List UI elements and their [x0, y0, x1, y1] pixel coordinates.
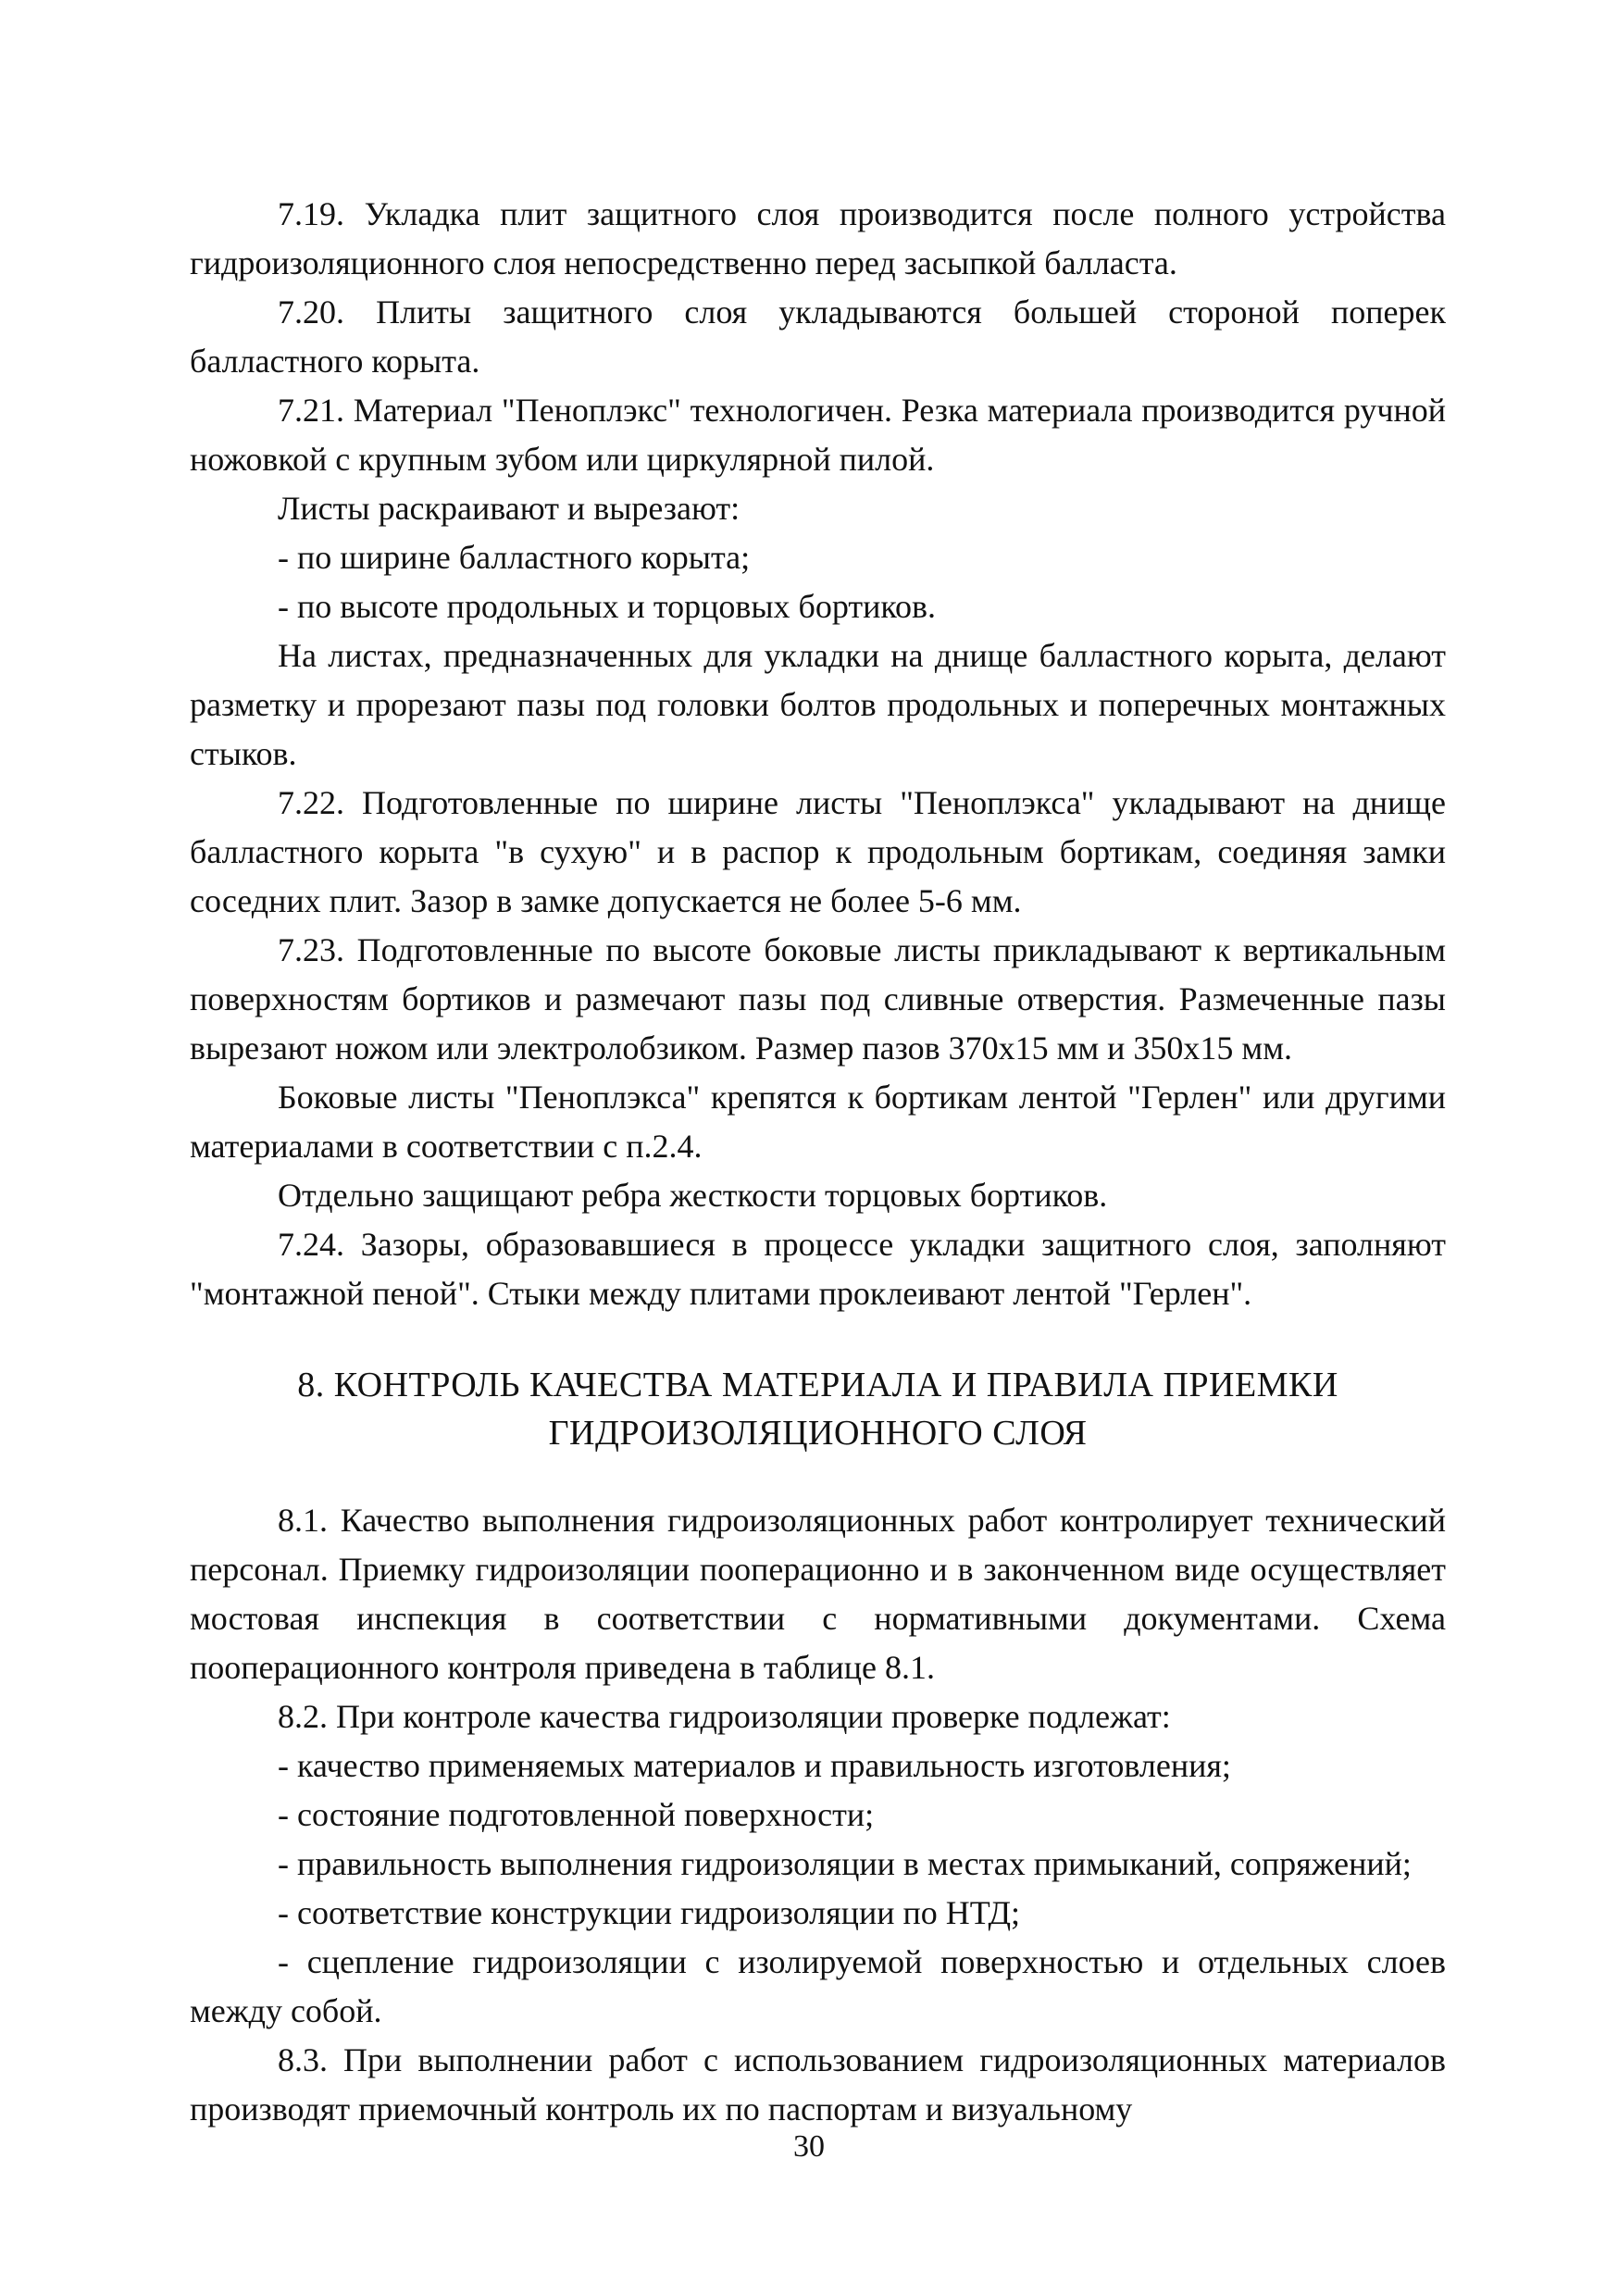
paragraph-8-2: 8.2. При контроле качества гидроизоляции проверке подлежат:: [278, 1698, 1171, 1735]
list-item-surface: - состояние подготовленной поверхности;: [278, 1796, 875, 1833]
paragraph-8-3: 8.3. При выполнении работ с использованием гидроизоляционных материалов производят приемочный контроль их по паспортам и визуальному: [190, 2041, 1446, 2128]
paragraph-7-23: 7.23. Подготовленные по высоте боковые листы прикладывают к вертикальным поверхностям бортиков и размечают пазы под сливные отверстия. Размеченные пазы вырезают ножом или электролобзиком. Размер пазов 370х15 мм и 350х15 мм.: [190, 931, 1446, 1067]
paragraph-bottom-sheets: На листах, предназначенных для укладки на днище балластного корыта, делают разметку и прорезают пазы под головки болтов продольных и поперечных монтажных стыков.: [190, 637, 1446, 772]
paragraph-7-20: 7.20. Плиты защитного слоя укладываются большей стороной поперек балластного корыта.: [190, 293, 1446, 380]
list-item-height: - по высоте продольных и торцовых бортиков.: [278, 588, 937, 625]
section-heading: [190, 1361, 1446, 1457]
list-item-adhesion: - сцепление гидроизоляции с изолируемой поверхностью и отдельных слоев между собой.: [190, 1943, 1446, 2029]
page-number: 30: [793, 2129, 825, 2164]
list-item-width: - по ширине балластного корыта;: [278, 539, 751, 576]
section-heading-line2: ГИДРОИЗОЛЯЦИОННОГО СЛОЯ: [548, 1414, 1088, 1453]
paragraph-sheets-intro: Листы раскраивают и вырезают:: [278, 490, 741, 527]
list-item-materials: - качество применяемых материалов и правильность изготовления;: [278, 1747, 1231, 1784]
list-item-ntd: - соответствие конструкции гидроизоляции по НТД;: [278, 1894, 1021, 1931]
paragraph-8-1: 8.1. Качество выполнения гидроизоляционных работ контролирует технический персонал. Приемку гидроизоляции пооперационно и в законченном виде осуществляет мостовая инспекция в соответствии с нормативными документами. Схема пооперационного контроля приведена в таблице 8.1.: [190, 1502, 1446, 1686]
paragraph-7-19: 7.19. Укладка плит защитного слоя производится после полного устройства гидроизоляционного слоя непосредственно перед засыпкой балласта.: [190, 195, 1446, 281]
paragraph-side-sheets: Боковые листы "Пеноплэкса" крепятся к бортикам лентой "Герлен" или другими материалами в соответствии с п.2.4.: [190, 1079, 1446, 1165]
paragraph-7-22: 7.22. Подготовленные по ширине листы "Пеноплэкса" укладывают на днище балластного корыта "в сухую" и в распор к продольным бортикам, соединяя замки соседних плит. Зазор в замке допускается не более 5-6 мм.: [190, 784, 1446, 919]
paragraph-7-21: 7.21. Материал "Пеноплэкс" технологичен. Резка материала производится ручной ножовкой с крупным зубом или циркулярной пилой.: [190, 392, 1446, 478]
section-heading-line1: 8. КОНТРОЛЬ КАЧЕСТВА МАТЕРИАЛА И ПРАВИЛА ПРИЕМКИ: [297, 1366, 1338, 1404]
paragraph-7-24: 7.24. Зазоры, образовавшиеся в процессе укладки защитного слоя, заполняют "монтажной пеной". Стыки между плитами проклеивают лентой "Герлен".: [190, 1226, 1446, 1312]
list-item-junctions: - правильность выполнения гидроизоляции в местах примыканий, сопряжений;: [278, 1845, 1412, 1882]
document-page: [190, 190, 1446, 2134]
paragraph-ribs: Отдельно защищают ребра жесткости торцовых бортиков.: [278, 1177, 1108, 1214]
